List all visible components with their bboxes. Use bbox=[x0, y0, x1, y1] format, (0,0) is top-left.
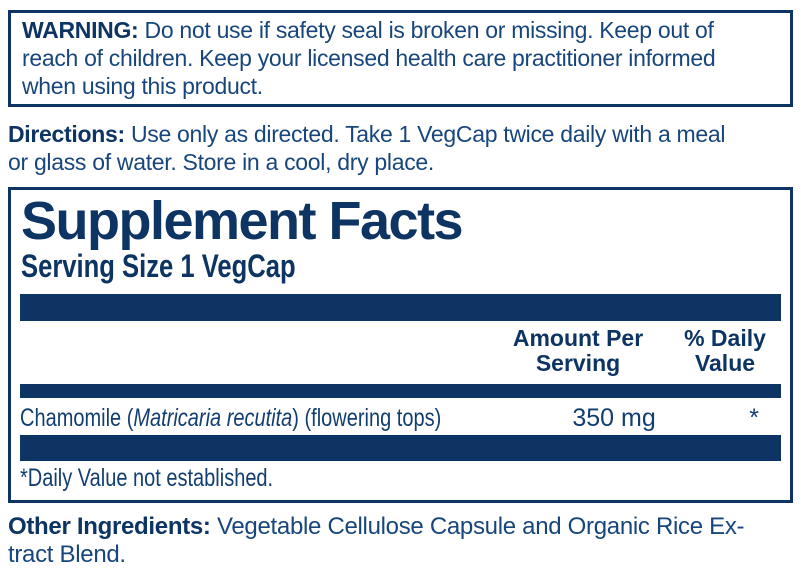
directions-line-1: Use only as directed. Take 1 VegCap twice daily with a meal bbox=[130, 121, 726, 147]
directions-line-2: or glass of water. Store in a cool, dry place. bbox=[8, 149, 434, 175]
dv-header-line-1: % Daily bbox=[684, 325, 766, 351]
ingredient-name-prefix: Chamomile ( bbox=[20, 404, 134, 432]
warning-box bbox=[8, 10, 793, 107]
dv-header-line-2: Value bbox=[694, 350, 756, 376]
supplement-facts-title: Supplement Facts bbox=[21, 191, 463, 251]
daily-value-footnote bbox=[20, 464, 781, 492]
supplement-facts-panel bbox=[8, 187, 793, 503]
divider-bar-bottom bbox=[20, 435, 781, 461]
serving-size: Serving Size 1 VegCap bbox=[21, 248, 296, 284]
divider-bar-middle bbox=[20, 384, 781, 398]
amount-header-line-2: Serving bbox=[535, 350, 621, 376]
column-header-row bbox=[20, 326, 781, 376]
header-spacer bbox=[20, 326, 493, 376]
warning-label: WARNING: bbox=[22, 17, 139, 43]
other-ingredients-paragraph bbox=[8, 513, 793, 569]
directions-paragraph bbox=[8, 120, 793, 176]
ingredient-amount: 350 mg bbox=[572, 404, 656, 432]
warning-line-3: when using this product. bbox=[22, 73, 263, 99]
other-ingredients-line-2: tract Blend. bbox=[8, 541, 126, 568]
other-ingredients-label: Other Ingredients: bbox=[8, 513, 211, 540]
ingredient-row bbox=[20, 398, 781, 433]
warning-line-2: reach of children. Keep your licensed health care practitioner informed bbox=[22, 45, 716, 71]
column-header-percent-daily-value bbox=[669, 326, 781, 376]
ingredient-name bbox=[20, 404, 547, 433]
divider-bar-top bbox=[20, 294, 781, 321]
warning-line-1: Do not use if safety seal is broken or missing. Keep out of bbox=[144, 17, 714, 43]
ingredient-latin-name: Matricaria recutita bbox=[133, 404, 293, 432]
daily-value-footnote-text: *Daily Value not established. bbox=[20, 464, 274, 492]
column-header-amount-per-serving bbox=[493, 326, 663, 376]
ingredient-name-suffix: ) (flowering tops) bbox=[292, 404, 442, 432]
ingredient-daily-value: * bbox=[749, 404, 759, 432]
amount-header-line-1: Amount Per bbox=[512, 325, 644, 351]
warning-text bbox=[22, 16, 779, 100]
ingredient-name-text bbox=[20, 404, 441, 433]
other-ingredients-line-1: Vegetable Cellulose Capsule and Organic Rice Ex- bbox=[217, 513, 745, 540]
directions-label: Directions: bbox=[8, 121, 125, 147]
